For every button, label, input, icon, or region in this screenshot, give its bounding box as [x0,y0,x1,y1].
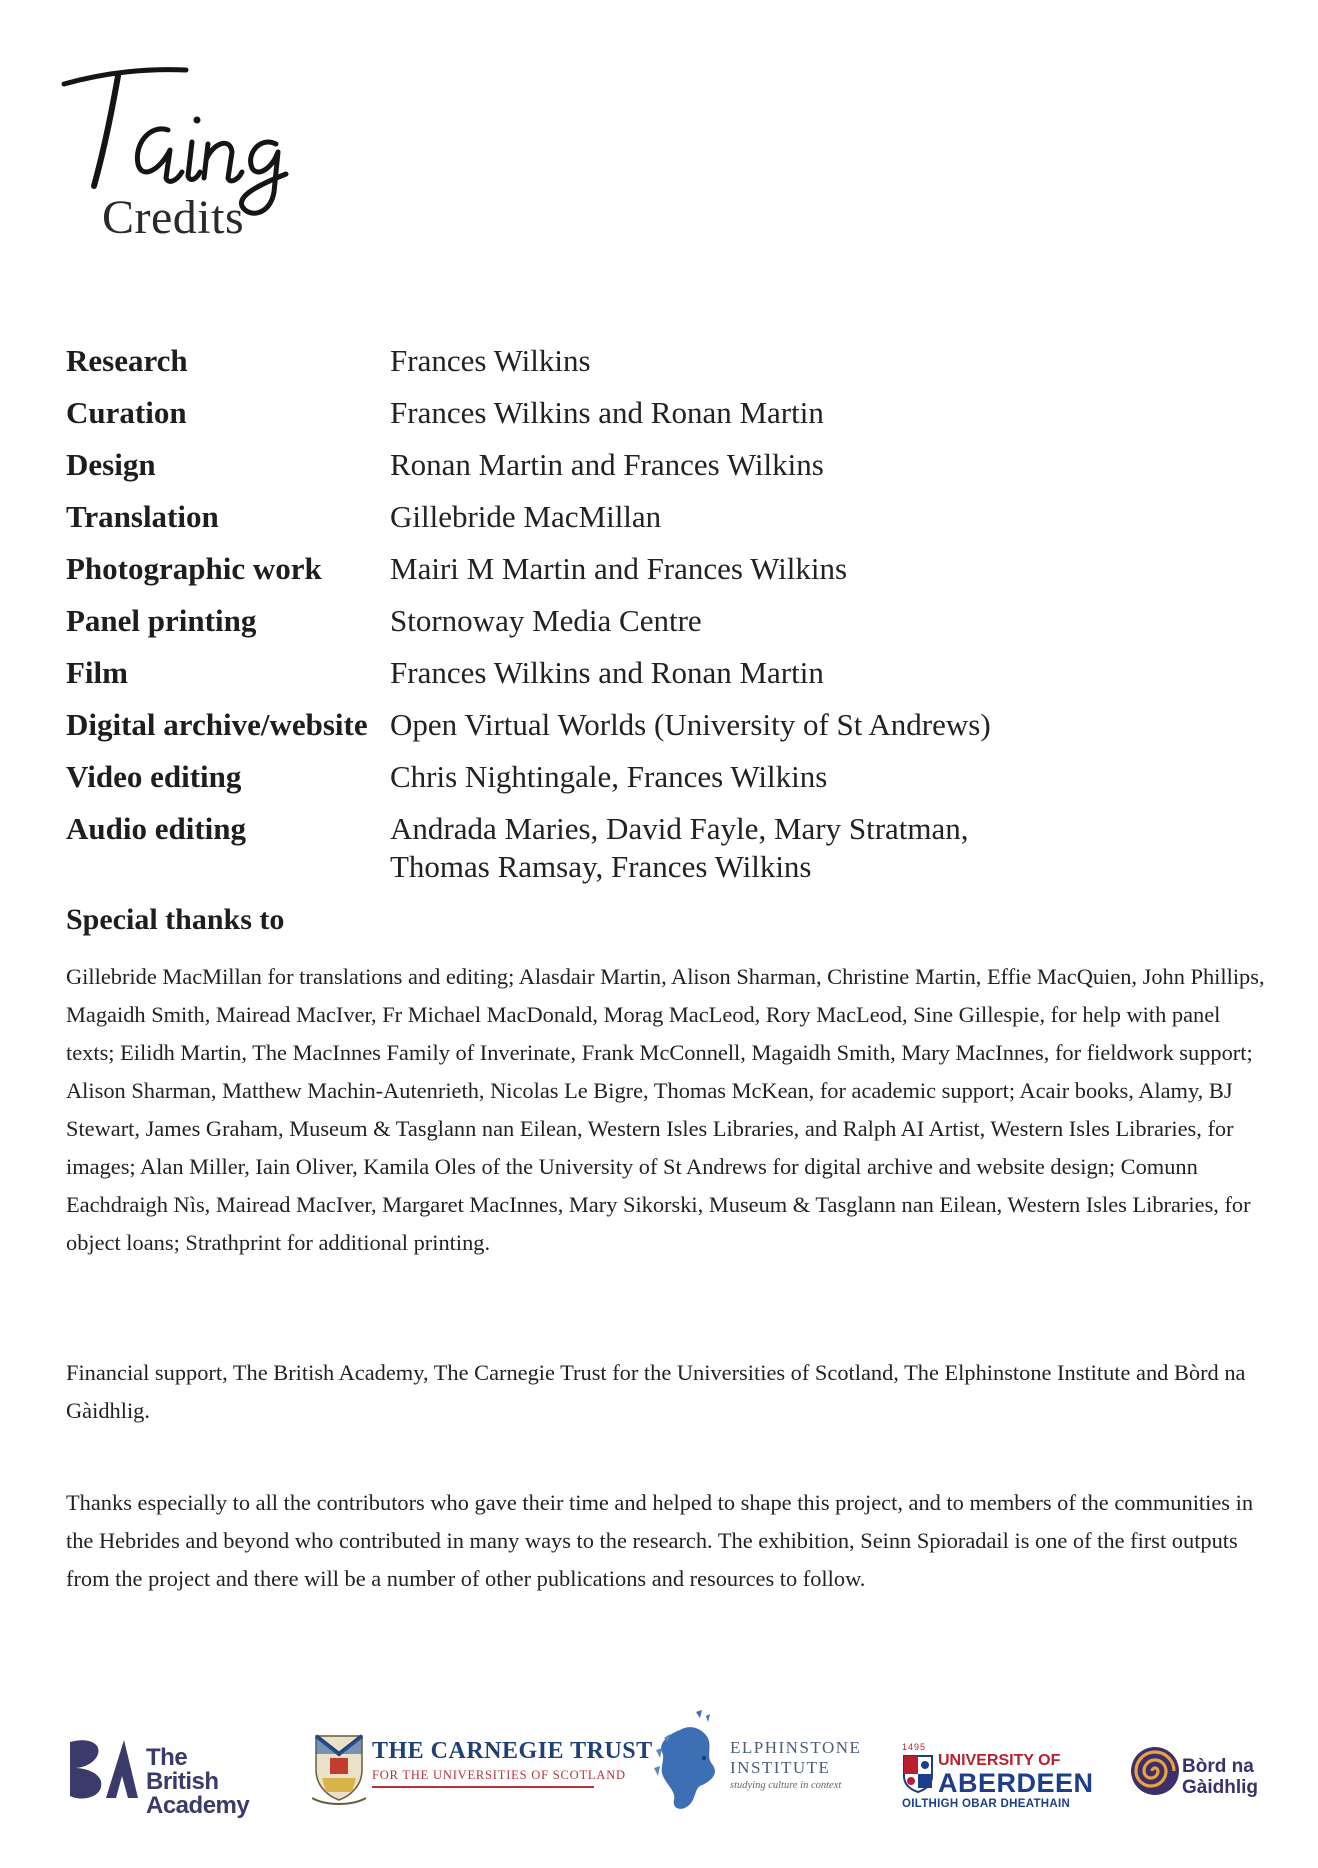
scotland-map-icon [650,1708,730,1816]
special-thanks-heading: Special thanks to [66,903,285,936]
elphinstone-tagline: studying culture in context [730,1780,842,1791]
british-academy-mark-icon [66,1736,142,1802]
carnegie-trust-logo [312,1734,653,1814]
credit-role: Audio editing [66,811,247,846]
credit-role: Design [66,447,156,482]
credit-row [66,602,1266,654]
credit-row [66,550,1266,602]
credit-row [66,654,1266,706]
sponsor-logos [0,1700,1318,1820]
page-subtitle: Credits [102,191,245,244]
credit-role: Curation [66,395,187,430]
credit-row [66,706,1266,758]
british-academy-logo [66,1732,256,1819]
page-heading [60,60,380,300]
credit-row [66,498,1266,550]
credit-names: Mairi M Martin and Frances Wilkins [390,551,848,586]
elphinstone-wordmark [730,1738,861,1778]
credit-role: Research [66,343,188,378]
british-academy-line1: The [146,1744,188,1771]
credit-names: Ronan Martin and Frances Wilkins [390,447,824,482]
carnegie-crest-icon [312,1734,366,1808]
credit-row [66,758,1266,810]
elphinstone-line2: INSTITUTE [730,1758,831,1777]
credits-table [66,342,1266,900]
credit-row [66,810,1266,900]
credit-row [66,394,1266,446]
aberdeen-line1: UNIVERSITY OF [938,1752,1061,1769]
credit-names: Frances Wilkins and Ronan Martin [390,655,824,690]
credit-role: Translation [66,499,219,534]
bord-spiral-icon [1130,1746,1180,1796]
elphinstone-line1: ELPHINSTONE [730,1738,862,1757]
university-of-aberdeen-logo [900,1742,1094,1818]
credit-row [66,446,1266,498]
credit-names: Open Virtual Worlds (University of St Andrews) [390,707,991,742]
credit-row [66,342,1266,394]
british-academy-wordmark [146,1746,249,1818]
british-academy-line2: British [146,1768,219,1795]
elphinstone-institute-logo [650,1708,880,1818]
credit-role: Photographic work [66,551,322,586]
aberdeen-line2: ABERDEEN [938,1768,1094,1798]
british-academy-line3: Academy [146,1792,250,1819]
carnegie-title: THE CARNEGIE TRUST [372,1738,653,1764]
credit-role: Panel printing [66,603,257,638]
bord-line1: Bòrd na [1182,1756,1254,1777]
credit-names: Chris Nightingale, Frances Wilkins [390,759,828,794]
credit-names: Frances Wilkins [390,343,591,378]
bord-na-gaidhlig-logo [1130,1746,1290,1806]
credit-role: Video editing [66,759,242,794]
aberdeen-line3: OILTHIGH OBAR DHEATHAIN [902,1798,1071,1810]
credit-names: Frances Wilkins and Ronan Martin [390,395,824,430]
credit-role: Digital archive/website [66,707,368,742]
credit-role: Film [66,655,128,690]
credit-names: Stornoway Media Centre [390,603,702,638]
special-thanks-paragraph: Gillebride MacMillan for translations and editing; Alasdair Martin, Alison Sharman, Christine Martin, Effie MacQuien, John Phillips, Magaidh Smith, Mairead MacIver, Fr Michael MacDonald, Morag MacLeod, Rory MacLeod, Sine Gillespie, for help with panel texts; Eilidh Martin, The MacInnes Family of Inverinate, Frank McConnell, Magaidh Smith, Mary MacInnes, for fieldwork support; Alison Sharman, Matthew Machin-Autenrieth, Nicolas Le Bigre, Thomas McKean, for academic support; Acair books, Alamy, BJ Stewart, James Graham, Museum & Tasglann nan Eilean, Western Isles Libraries, and Ralph AI Artist, Western Isles Libraries, for images; Alan Miller, Iain Oliver, Kamila Oles of the University of St Andrews for digital archive and website design; Comunn Eachdraigh Nìs, Mairead MacIver, Margaret MacInnes, Mary Sikorski, Museum & Tasglann nan Eilean, Western Isles Libraries, for object loans; Strathprint for additional printing. [66,964,1265,1255]
contributors-paragraph: Thanks especially to all the contributors who gave their time and helped to shape this project, and to members of the communities in the Hebrides and beyond who contributed in many ways to the research. The exhibition, Seinn Spioradail is one of the first outputs from the project and there will be a number of other publications and resources to follow. [66,1490,1254,1591]
financial-support-paragraph: Financial support, The British Academy, The Carnegie Trust for the Universities of Scotland, The Elphinstone Institute and Bòrd na Gàidhlig. [66,1360,1246,1423]
carnegie-divider [372,1786,594,1788]
bord-line2: Gàidhlig [1182,1777,1258,1798]
aberdeen-year: 1495 [902,1742,927,1752]
aberdeen-crest-icon [902,1754,934,1794]
credit-names: Andrada Maries, David Fayle, Mary Stratman, Thomas Ramsay, Frances Wilkins [390,811,969,884]
carnegie-subtitle: FOR THE UNIVERSITIES OF SCOTLAND [372,1768,626,1782]
credit-names: Gillebride MacMillan [390,499,662,534]
bord-wordmark [1182,1756,1258,1798]
